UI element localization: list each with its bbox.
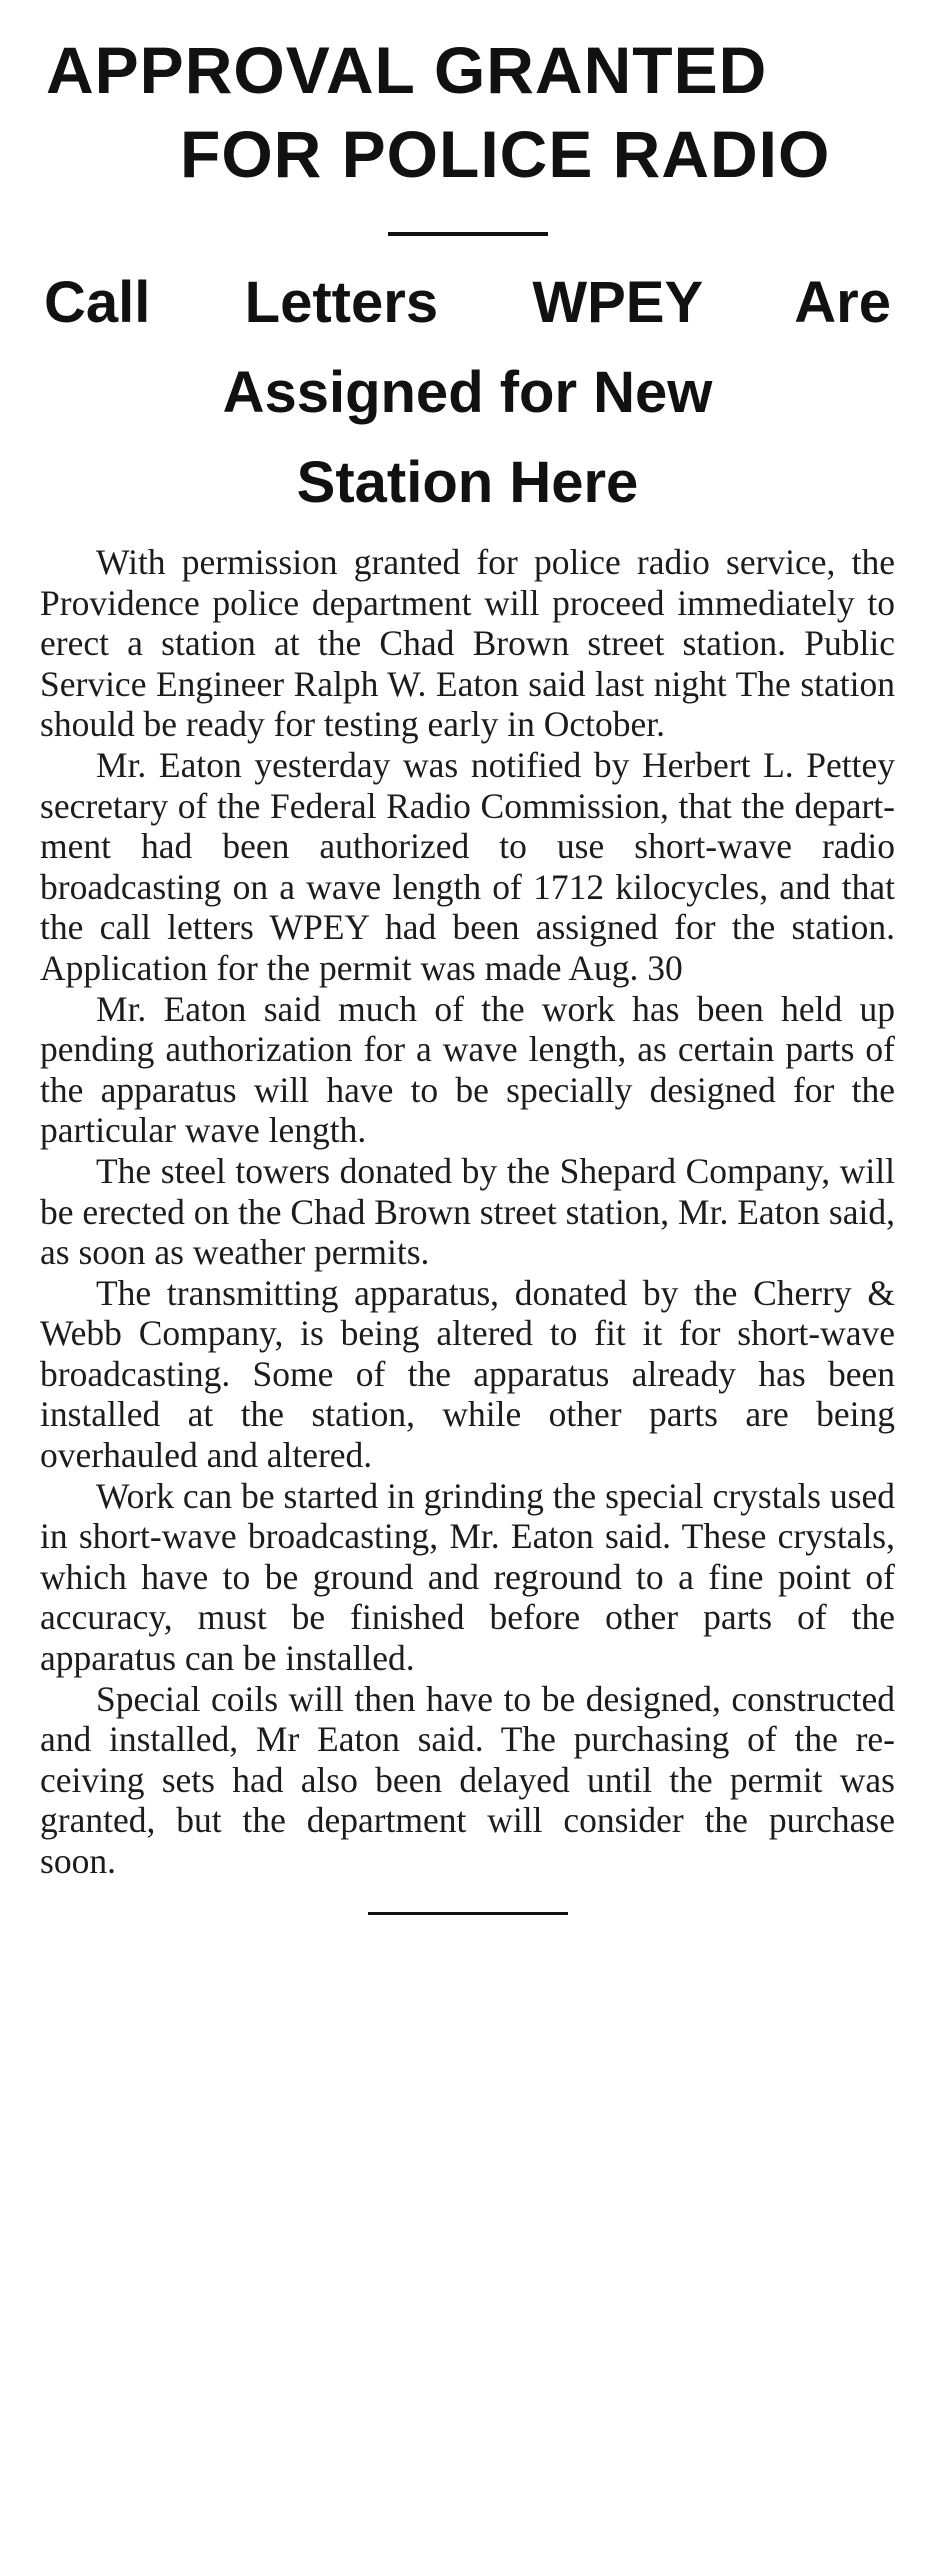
paragraph-6: Work can be started in grinding the special crystals used in short-wave broadcasting, Mr. Eaton said. These crystals, which have to be ground and reground to a fine point of accuracy, must be finished before other parts of the apparatus can be installed. — [40, 1475, 895, 1679]
headline — [40, 28, 895, 196]
paragraph-2: Mr. Eaton yesterday was notified by Herbert L. Pettey secretary of the Federal Radio Commission, that the department had been authorized to use short-wave radio broadcasting on a wave length of 1712 kilocycles, and that the call letters WPEY had been assigned for the station. Application for the permit was made Aug. 30 — [40, 744, 895, 988]
paragraph-3: Mr. Eaton said much of the work has been held up pending authorization for a wave length, as certain parts of the apparatus will have to be specially designed for the particular wave length. — [40, 988, 895, 1151]
paragraph-7: Special coils will then have to be designed, constructed and installed, Mr Eaton said. The purchasing of the receiving sets had also been delayed until the permit was granted, but the department will consider the purchase soon. — [40, 1678, 895, 1881]
paragraph-5: The transmitting apparatus, donated by the Cherry & Webb Company, is being altered to fit it for short-wave broadcasting. Some of the apparatus already has been installed at the station, while other parts are being overhauled and altered. — [40, 1272, 895, 1476]
subheadline — [40, 258, 895, 528]
subheadline-line-2: Assigned for New — [222, 360, 713, 425]
end-rule — [368, 1912, 568, 1915]
article-body — [40, 542, 895, 1882]
headline-line-1: APPROVAL GRANTED — [46, 33, 768, 107]
paragraph-4: The steel towers donated by the Shepard Company, will be erected on the Chad Brown street station, Mr. Eaton said, as soon as weather permits. — [40, 1150, 895, 1273]
headline-line-2: FOR POLICE RADIO — [180, 117, 831, 191]
subheadline-line-3: Station Here — [296, 450, 639, 515]
subheadline-line-1: Call Letters WPEY Are — [44, 270, 891, 335]
paragraph-1: With permission granted for police radio service, the Providence police department will proceed immediately to erect a station at the Chad Brown street station. Public Service Engineer Ralph W. Eaton said last night The station should be ready for testing early in October. — [40, 542, 895, 745]
headline-divider — [388, 232, 548, 236]
